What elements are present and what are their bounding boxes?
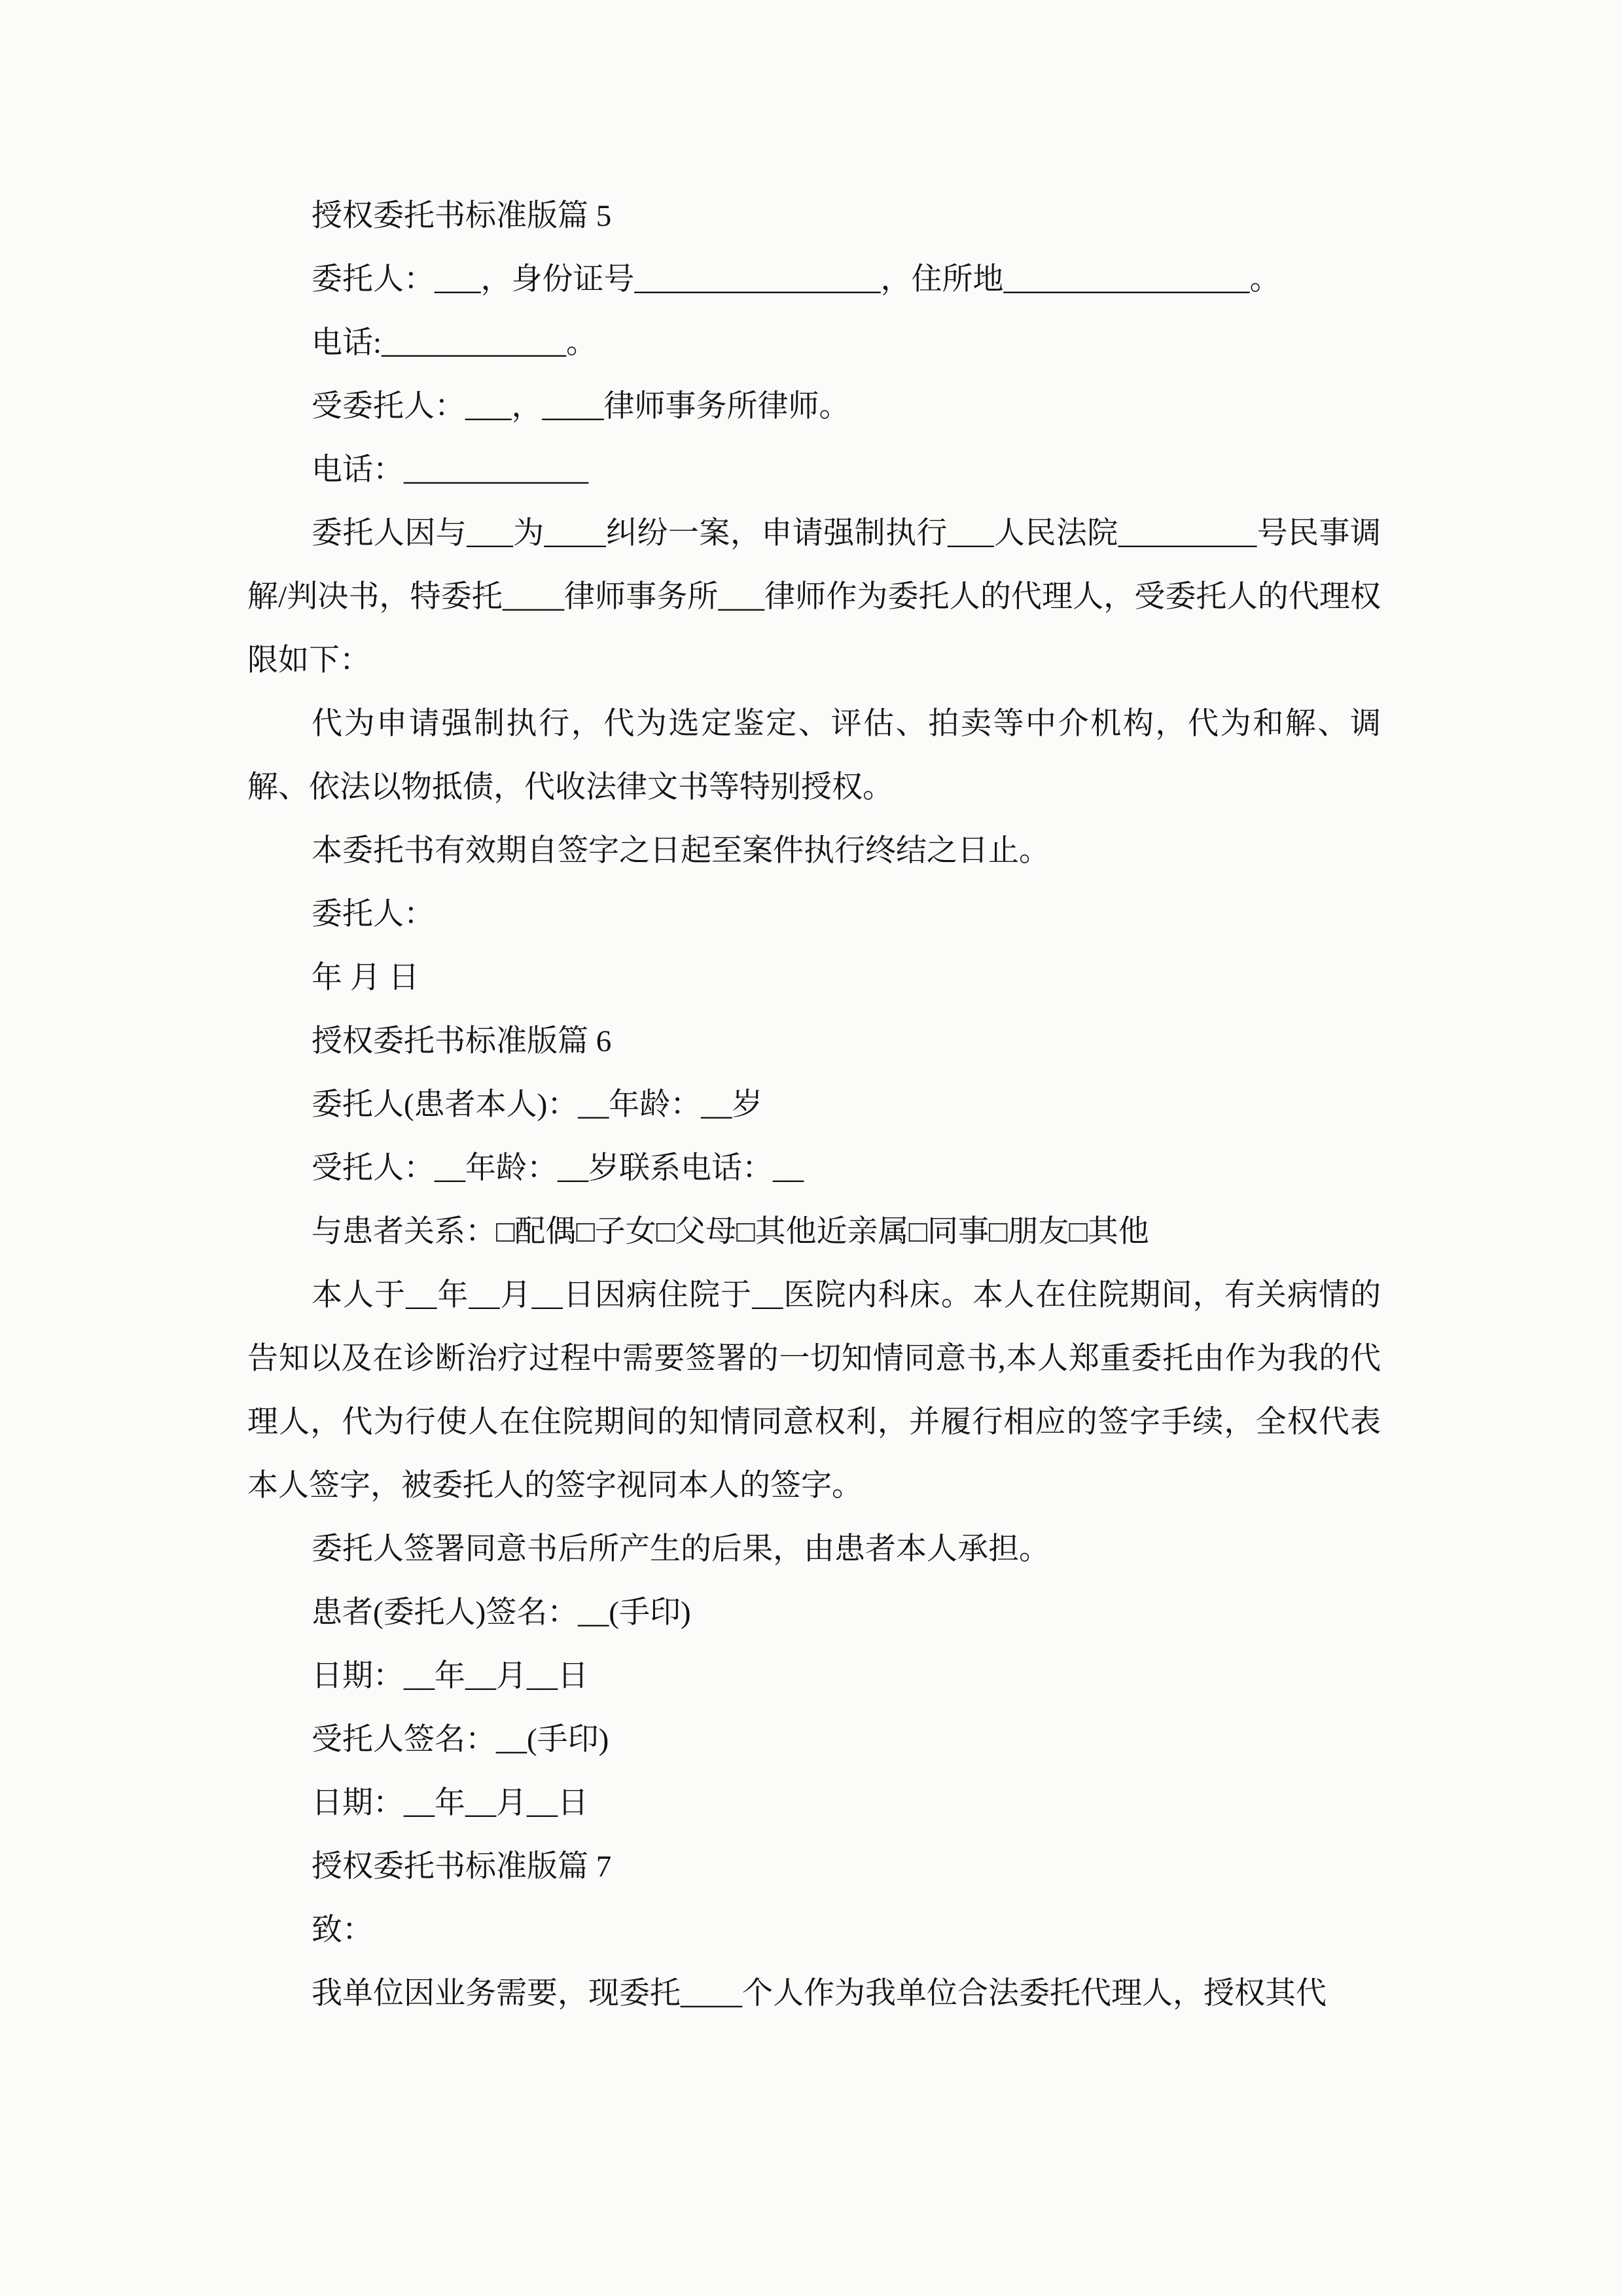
paragraph-hospitalization-authorization: 本人于__年__月__日因病住院于__医院内科床。本人在住院期间，有关病情的告知以及在诊断治疗过程中需要签署的一切知情同意书,本人郑重委托由作为我的代理人，代为行使人在住院期间的知情同意权利，并履行相应的签字手续，全权代表本人签字，被委托人的签字视同本人的签字。: [247, 1278, 1381, 1503]
section-heading: 授权委托书标准版篇 7: [312, 1850, 612, 1884]
paragraph-principal-id-address: 委托人：___，身份证号________________，住所地________________。: [312, 262, 1281, 296]
paragraph-principal-phone: 电话:____________。: [312, 326, 597, 360]
paragraph-validity-period: 本委托书有效期自签字之日起至案件执行终结之日止。: [312, 834, 1050, 868]
paragraph-patient-signature: 患者(委托人)签名：__(手印): [312, 1596, 691, 1630]
paragraph-addressee: 致：: [312, 1913, 373, 1947]
paragraph-trustee-info: 受托人：__年龄：__岁联系电话：__: [312, 1151, 804, 1185]
paragraph-date-line: 年 月 日: [312, 961, 419, 995]
paragraph-trustee-signature-date: 日期：__年__月__日: [312, 1786, 588, 1820]
paragraph-consequences: 委托人签署同意书后所产生的后果，由患者本人承担。: [312, 1532, 1050, 1566]
paragraph-case-description: 委托人因与___为____纠纷一案，申请强制执行___人民法院_________号民事调解/判决书，特委托____律师事务所___律师作为委托人的代理人，受委托人的代理权限如下：: [247, 516, 1381, 677]
paragraph-principal-signature-label: 委托人：: [312, 897, 435, 931]
paragraph-patient-principal: 委托人(患者本人)：__年龄：__岁: [312, 1088, 763, 1122]
paragraph-authorized-powers: 代为申请强制执行，代为选定鉴定、评估、拍卖等中介机构，代为和解、调解、依法以物抵债，代收法律文书等特别授权。: [247, 707, 1381, 804]
paragraph-company-delegation: 我单位因业务需要，现委托____个人作为我单位合法委托代理人，授权其代: [312, 1977, 1327, 2011]
section-heading: 授权委托书标准版篇 5: [312, 199, 612, 233]
paragraph-patient-signature-date: 日期：__年__月__日: [312, 1659, 588, 1693]
paragraph-relationship-checkboxes: 与患者关系：□配偶□子女□父母□其他近亲属□同事□朋友□其他: [312, 1215, 1149, 1249]
section-power-of-attorney-5: [247, 185, 1381, 1010]
document-body: [247, 185, 1381, 2026]
paragraph-attorney: 受委托人：___，____律师事务所律师。: [312, 389, 850, 423]
section-power-of-attorney-7: [247, 1835, 1381, 2026]
section-heading: 授权委托书标准版篇 6: [312, 1024, 612, 1058]
paragraph-trustee-signature: 受托人签名：__(手印): [312, 1723, 609, 1757]
paragraph-attorney-phone: 电话：____________: [312, 453, 588, 487]
section-power-of-attorney-6: [247, 1010, 1381, 1835]
